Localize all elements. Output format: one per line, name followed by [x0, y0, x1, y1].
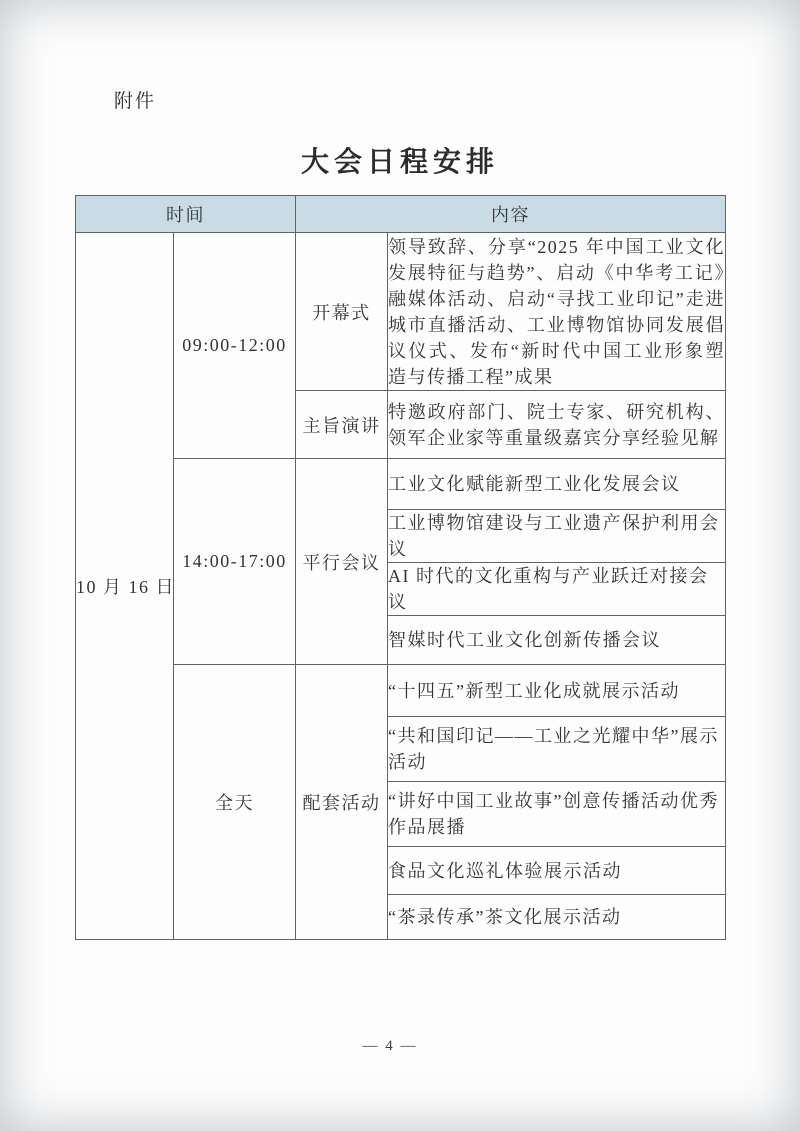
category-supporting-activities: 配套活动	[296, 665, 388, 940]
page-number: — 4 —	[362, 1038, 418, 1054]
content-opening-ceremony: 领导致辞、分享“2025 年中国工业文化发展特征与趋势”、启动《中华考工记》融媒体活动、启动“寻找工业印记”走进城市直播活动、工业博物馆协同发展倡议仪式、发布“新时代中国工业形象塑造与传播工程”成果	[388, 233, 726, 391]
content-parallel-2: 工业博物馆建设与工业遗产保护利用会议	[388, 510, 726, 563]
table-header-row	[76, 196, 726, 233]
time-cell-allday: 全天	[174, 665, 296, 940]
content-keynote: 特邀政府部门、院士专家、研究机构、领军企业家等重量级嘉宾分享经验见解	[388, 391, 726, 459]
content-supporting-5: “茶录传承”茶文化展示活动	[388, 895, 726, 940]
content-supporting-1: “十四五”新型工业化成就展示活动	[388, 665, 726, 717]
attachment-label: 附件	[114, 91, 157, 112]
content-parallel-3: AI 时代的文化重构与产业跃迁对接会议	[388, 563, 726, 616]
time-cell-morning: 09:00-12:00	[174, 233, 296, 459]
header-content: 内容	[296, 196, 726, 233]
table-row	[76, 459, 726, 510]
header-time: 时间	[76, 196, 296, 233]
schedule-table	[75, 195, 726, 940]
page-title: 大会日程安排	[300, 147, 499, 178]
content-supporting-4: 食品文化巡礼体验展示活动	[388, 847, 726, 895]
date-cell: 10 月 16 日	[76, 233, 174, 940]
table-row	[76, 233, 726, 391]
category-parallel-sessions: 平行会议	[296, 459, 388, 665]
content-supporting-2: “共和国印记——工业之光耀中华”展示活动	[388, 717, 726, 782]
content-parallel-4: 智媒时代工业文化创新传播会议	[388, 616, 726, 665]
table-row	[76, 665, 726, 717]
content-supporting-3: “讲好中国工业故事”创意传播活动优秀作品展播	[388, 782, 726, 847]
category-keynote: 主旨演讲	[296, 391, 388, 459]
content-parallel-1: 工业文化赋能新型工业化发展会议	[388, 459, 726, 510]
category-opening-ceremony: 开幕式	[296, 233, 388, 391]
time-cell-afternoon: 14:00-17:00	[174, 459, 296, 665]
